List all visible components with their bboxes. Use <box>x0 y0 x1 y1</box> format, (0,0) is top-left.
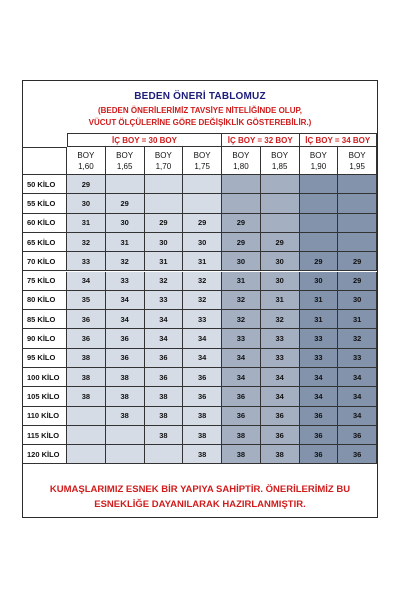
table-cell <box>338 349 377 368</box>
table-cell <box>106 426 145 445</box>
group-header: İÇ BOY = 30 BOY <box>67 133 222 147</box>
table-cell <box>338 387 377 406</box>
table-cell <box>300 387 339 406</box>
column-size-label: 1,85 <box>271 161 288 171</box>
table-cell <box>300 349 339 368</box>
size-value: 38 <box>197 411 207 421</box>
size-value: 38 <box>120 372 129 382</box>
row-label: 90 KİLO <box>23 329 67 348</box>
size-value: 34 <box>236 372 246 382</box>
size-value: 32 <box>159 276 168 286</box>
table-cell <box>106 291 145 310</box>
table-cell <box>106 445 145 464</box>
table-cell <box>338 272 377 291</box>
size-value: 32 <box>197 276 207 286</box>
table-cell <box>145 426 184 445</box>
size-value: 33 <box>120 276 129 286</box>
table-cell <box>183 387 222 406</box>
size-value: 33 <box>314 353 323 363</box>
size-value: 36 <box>352 449 362 459</box>
size-value: 29 <box>197 218 207 228</box>
table-cell <box>145 445 184 464</box>
table-cell <box>222 426 261 445</box>
table-cell <box>261 426 300 445</box>
size-value: 34 <box>120 295 129 305</box>
table-cell <box>261 291 300 310</box>
row-label: 65 KİLO <box>23 233 67 252</box>
column-boy-label: BOY <box>193 150 211 160</box>
table-cell <box>338 426 377 445</box>
table-cell <box>183 233 222 252</box>
size-value: 33 <box>81 256 91 266</box>
table-cell <box>222 407 261 426</box>
table-cell <box>106 252 145 271</box>
size-value: 35 <box>81 295 91 305</box>
size-value: 30 <box>197 237 207 247</box>
size-value: 31 <box>197 256 207 266</box>
row-label: 120 KİLO <box>23 445 67 464</box>
table-cell <box>338 407 377 426</box>
table-cell <box>338 252 377 271</box>
table-cell <box>222 349 261 368</box>
table-cell <box>222 445 261 464</box>
chart-subtitle-line1: (BEDEN ÖNERİLERİMİZ TAVSİYE NİTELİĞİNDE OLUP, <box>97 106 302 115</box>
table-cell <box>106 175 145 194</box>
size-value: 33 <box>314 334 323 344</box>
size-value: 38 <box>236 449 246 459</box>
row-label: 115 KİLO <box>23 426 67 445</box>
row-label: 50 KİLO <box>23 175 67 194</box>
size-value: 32 <box>197 295 207 305</box>
size-value: 36 <box>197 391 207 401</box>
column-size-label: 1,60 <box>78 161 94 171</box>
table-cell <box>300 407 339 426</box>
table-cell <box>338 214 377 233</box>
table-cell <box>300 329 339 348</box>
table-cell <box>338 233 377 252</box>
table-cell <box>222 194 261 213</box>
size-value: 38 <box>275 449 284 459</box>
footer-line1: KUMAŞLARIMIZ ESNEK BİR YAPIYA SAHİPTİR. ÖNERİLERİMİZ BU <box>49 484 351 495</box>
size-value: 29 <box>352 276 362 286</box>
table-cell <box>145 349 184 368</box>
table-cell <box>183 252 222 271</box>
table-cell <box>338 175 377 194</box>
footer-note <box>23 482 377 512</box>
size-value: 36 <box>352 430 362 440</box>
table-cell <box>67 329 106 348</box>
row-label: 105 KİLO <box>23 387 67 406</box>
size-value: 38 <box>81 372 91 382</box>
size-value: 34 <box>275 372 284 382</box>
table-cell <box>145 194 184 213</box>
table-cell <box>261 252 300 271</box>
column-header <box>222 147 261 175</box>
size-value: 29 <box>81 179 91 189</box>
table-cell <box>261 407 300 426</box>
size-value: 34 <box>159 314 168 324</box>
size-value: 33 <box>197 314 207 324</box>
table-cell <box>183 349 222 368</box>
column-header <box>67 147 106 175</box>
size-value: 29 <box>120 198 129 208</box>
row-label: 75 KİLO <box>23 272 67 291</box>
size-value: 36 <box>159 372 168 382</box>
group-header: İÇ BOY = 34 BOY <box>300 133 378 147</box>
size-value: 29 <box>275 237 284 247</box>
column-size-label: 1,90 <box>310 161 327 171</box>
size-value: 31 <box>236 276 246 286</box>
table-cell <box>67 368 106 387</box>
size-value: 29 <box>352 256 362 266</box>
table-cell <box>145 329 184 348</box>
size-value: 38 <box>81 353 91 363</box>
size-value: 36 <box>314 430 323 440</box>
size-value: 30 <box>275 276 284 286</box>
size-value: 30 <box>275 256 284 266</box>
size-value: 31 <box>314 314 323 324</box>
table-cell <box>67 252 106 271</box>
table-cell <box>106 194 145 213</box>
size-value: 36 <box>120 353 129 363</box>
table-cell <box>222 233 261 252</box>
chart-title: BEDEN ÖNERİ TABLOMUZ <box>134 91 266 102</box>
column-size-label: 1,70 <box>155 161 172 171</box>
size-value: 31 <box>275 295 284 305</box>
table-cell <box>67 194 106 213</box>
size-value: 38 <box>120 411 129 421</box>
size-value: 34 <box>197 334 207 344</box>
table-cell <box>145 233 184 252</box>
size-value: 32 <box>120 256 129 266</box>
row-label: 70 KİLO <box>23 252 67 271</box>
table-cell <box>183 445 222 464</box>
size-value: 36 <box>275 430 284 440</box>
table-cell <box>67 291 106 310</box>
table-cell <box>145 291 184 310</box>
size-value: 34 <box>314 372 323 382</box>
table-cell <box>145 175 184 194</box>
table-cell <box>300 194 339 213</box>
size-value: 38 <box>159 411 168 421</box>
table-cell <box>106 407 145 426</box>
size-value: 36 <box>236 391 246 401</box>
row-label: 100 KİLO <box>23 368 67 387</box>
column-size-label: 1,80 <box>233 161 249 171</box>
size-value: 36 <box>236 411 246 421</box>
size-value: 33 <box>236 334 246 344</box>
table-cell <box>261 214 300 233</box>
table-cell <box>222 272 261 291</box>
row-label: 55 KİLO <box>23 194 67 213</box>
size-value: 29 <box>314 256 323 266</box>
table-cell <box>261 349 300 368</box>
table-cell <box>222 214 261 233</box>
table-cell <box>183 291 222 310</box>
size-value: 33 <box>275 334 284 344</box>
table-cell <box>222 252 261 271</box>
table-cell <box>106 368 145 387</box>
table-cell <box>67 407 106 426</box>
table-cell <box>300 426 339 445</box>
column-size-label: 1,65 <box>116 161 133 171</box>
table-cell <box>300 291 339 310</box>
table-cell <box>338 291 377 310</box>
row-label: 60 KİLO <box>23 214 67 233</box>
table-cell <box>222 310 261 329</box>
table-cell <box>145 214 184 233</box>
row-label: 110 KİLO <box>23 407 67 426</box>
size-value: 30 <box>81 198 91 208</box>
table-cell <box>106 310 145 329</box>
size-value: 32 <box>275 314 284 324</box>
size-value: 38 <box>197 449 207 459</box>
column-header <box>338 147 377 175</box>
table-cell <box>222 329 261 348</box>
size-chart-card <box>22 80 378 518</box>
table-cell <box>261 272 300 291</box>
size-value: 36 <box>275 411 284 421</box>
size-value: 34 <box>120 314 129 324</box>
table-cell <box>183 194 222 213</box>
size-value: 34 <box>352 411 362 421</box>
size-value: 33 <box>352 353 362 363</box>
column-boy-label: BOY <box>154 150 172 160</box>
size-value: 30 <box>314 276 323 286</box>
column-header <box>300 147 339 175</box>
size-value: 34 <box>236 353 246 363</box>
table-cell <box>183 214 222 233</box>
row-label: 80 KİLO <box>23 291 67 310</box>
table-cell <box>145 252 184 271</box>
table-cell <box>261 329 300 348</box>
column-header <box>106 147 145 175</box>
corner-cell <box>23 147 67 175</box>
table-cell <box>67 233 106 252</box>
table-cell <box>145 310 184 329</box>
size-value: 31 <box>314 295 323 305</box>
size-value: 38 <box>120 391 129 401</box>
table-cell <box>300 310 339 329</box>
table-cell <box>67 214 106 233</box>
column-boy-label: BOY <box>77 150 95 160</box>
size-value: 29 <box>159 218 168 228</box>
size-value: 30 <box>120 218 129 228</box>
size-value: 30 <box>159 237 168 247</box>
column-header <box>183 147 222 175</box>
column-header <box>261 147 300 175</box>
size-value: 36 <box>159 353 168 363</box>
size-value: 32 <box>236 295 246 305</box>
table-cell <box>261 368 300 387</box>
table-cell <box>261 387 300 406</box>
table-cell <box>300 214 339 233</box>
size-value: 38 <box>197 430 207 440</box>
table-cell <box>106 349 145 368</box>
table-cell <box>222 387 261 406</box>
table-cell <box>106 272 145 291</box>
table-cell <box>338 445 377 464</box>
size-value: 36 <box>314 449 323 459</box>
size-value: 38 <box>159 430 168 440</box>
size-value: 38 <box>159 391 168 401</box>
table-cell <box>183 310 222 329</box>
table-cell <box>183 329 222 348</box>
size-value: 29 <box>236 218 246 228</box>
table-cell <box>222 368 261 387</box>
size-value: 32 <box>81 237 91 247</box>
table-cell <box>67 272 106 291</box>
size-value: 36 <box>81 334 91 344</box>
size-value: 31 <box>81 218 91 228</box>
column-boy-label: BOY <box>309 150 327 160</box>
size-value: 36 <box>120 334 129 344</box>
size-value: 32 <box>236 314 246 324</box>
size-value: 30 <box>352 295 362 305</box>
group-header: İÇ BOY = 32 BOY <box>222 133 300 147</box>
table-cell <box>338 329 377 348</box>
column-size-label: 1,95 <box>349 161 365 171</box>
table-cell <box>183 426 222 445</box>
size-value: 36 <box>314 411 323 421</box>
size-value: 34 <box>81 276 91 286</box>
table-cell <box>145 368 184 387</box>
size-value: 31 <box>159 256 168 266</box>
table-cell <box>106 233 145 252</box>
table-cell <box>300 272 339 291</box>
size-value: 38 <box>81 391 91 401</box>
column-header <box>145 147 184 175</box>
table-cell <box>338 310 377 329</box>
table-cell <box>183 368 222 387</box>
table-cell <box>145 387 184 406</box>
table-cell <box>222 175 261 194</box>
size-value: 34 <box>352 391 362 401</box>
size-value: 31 <box>352 314 362 324</box>
table-cell <box>183 272 222 291</box>
size-value: 33 <box>159 295 168 305</box>
table-cell <box>67 310 106 329</box>
table-cell <box>300 252 339 271</box>
table-cell <box>106 329 145 348</box>
table-cell <box>261 233 300 252</box>
table-cell <box>300 445 339 464</box>
column-boy-label: BOY <box>232 150 250 160</box>
table-cell <box>67 175 106 194</box>
row-label: 95 KİLO <box>23 349 67 368</box>
table-cell <box>145 407 184 426</box>
table-cell <box>300 175 339 194</box>
size-value: 36 <box>81 314 91 324</box>
table-cell <box>183 175 222 194</box>
column-boy-label: BOY <box>271 150 289 160</box>
table-cell <box>300 233 339 252</box>
table-cell <box>67 349 106 368</box>
row-label: 85 KİLO <box>23 310 67 329</box>
table-cell <box>183 407 222 426</box>
table-cell <box>67 387 106 406</box>
table-cell <box>67 426 106 445</box>
size-value: 34 <box>352 372 362 382</box>
size-value: 34 <box>275 391 284 401</box>
size-value: 30 <box>236 256 246 266</box>
column-boy-label: BOY <box>116 150 134 160</box>
footer-line2: ESNEKLİĞE DAYANILARAK HAZIRLANMIŞTIR. <box>94 499 306 510</box>
table-cell <box>222 291 261 310</box>
size-value: 38 <box>236 430 246 440</box>
table-cell <box>261 310 300 329</box>
table-cell <box>67 445 106 464</box>
table-cell <box>261 445 300 464</box>
table-cell <box>106 387 145 406</box>
table-cell <box>338 368 377 387</box>
table-cell <box>106 214 145 233</box>
table-cell <box>300 368 339 387</box>
table-cell <box>338 194 377 213</box>
size-value: 33 <box>275 353 284 363</box>
table-cell <box>145 272 184 291</box>
size-value: 34 <box>314 391 323 401</box>
chart-subtitle-line2: VÜCUT ÖLÇÜLERİNE GÖRE DEĞİŞİKLİK GÖSTEREBİLİR.) <box>88 118 312 127</box>
column-boy-label: BOY <box>348 150 366 160</box>
size-value: 29 <box>236 237 246 247</box>
table-cell <box>261 175 300 194</box>
size-value: 34 <box>197 353 207 363</box>
size-value: 36 <box>197 372 207 382</box>
size-value: 31 <box>120 237 129 247</box>
size-value: 34 <box>159 334 168 344</box>
table-cell <box>261 194 300 213</box>
size-value: 32 <box>352 334 362 344</box>
column-size-label: 1,75 <box>194 161 210 171</box>
